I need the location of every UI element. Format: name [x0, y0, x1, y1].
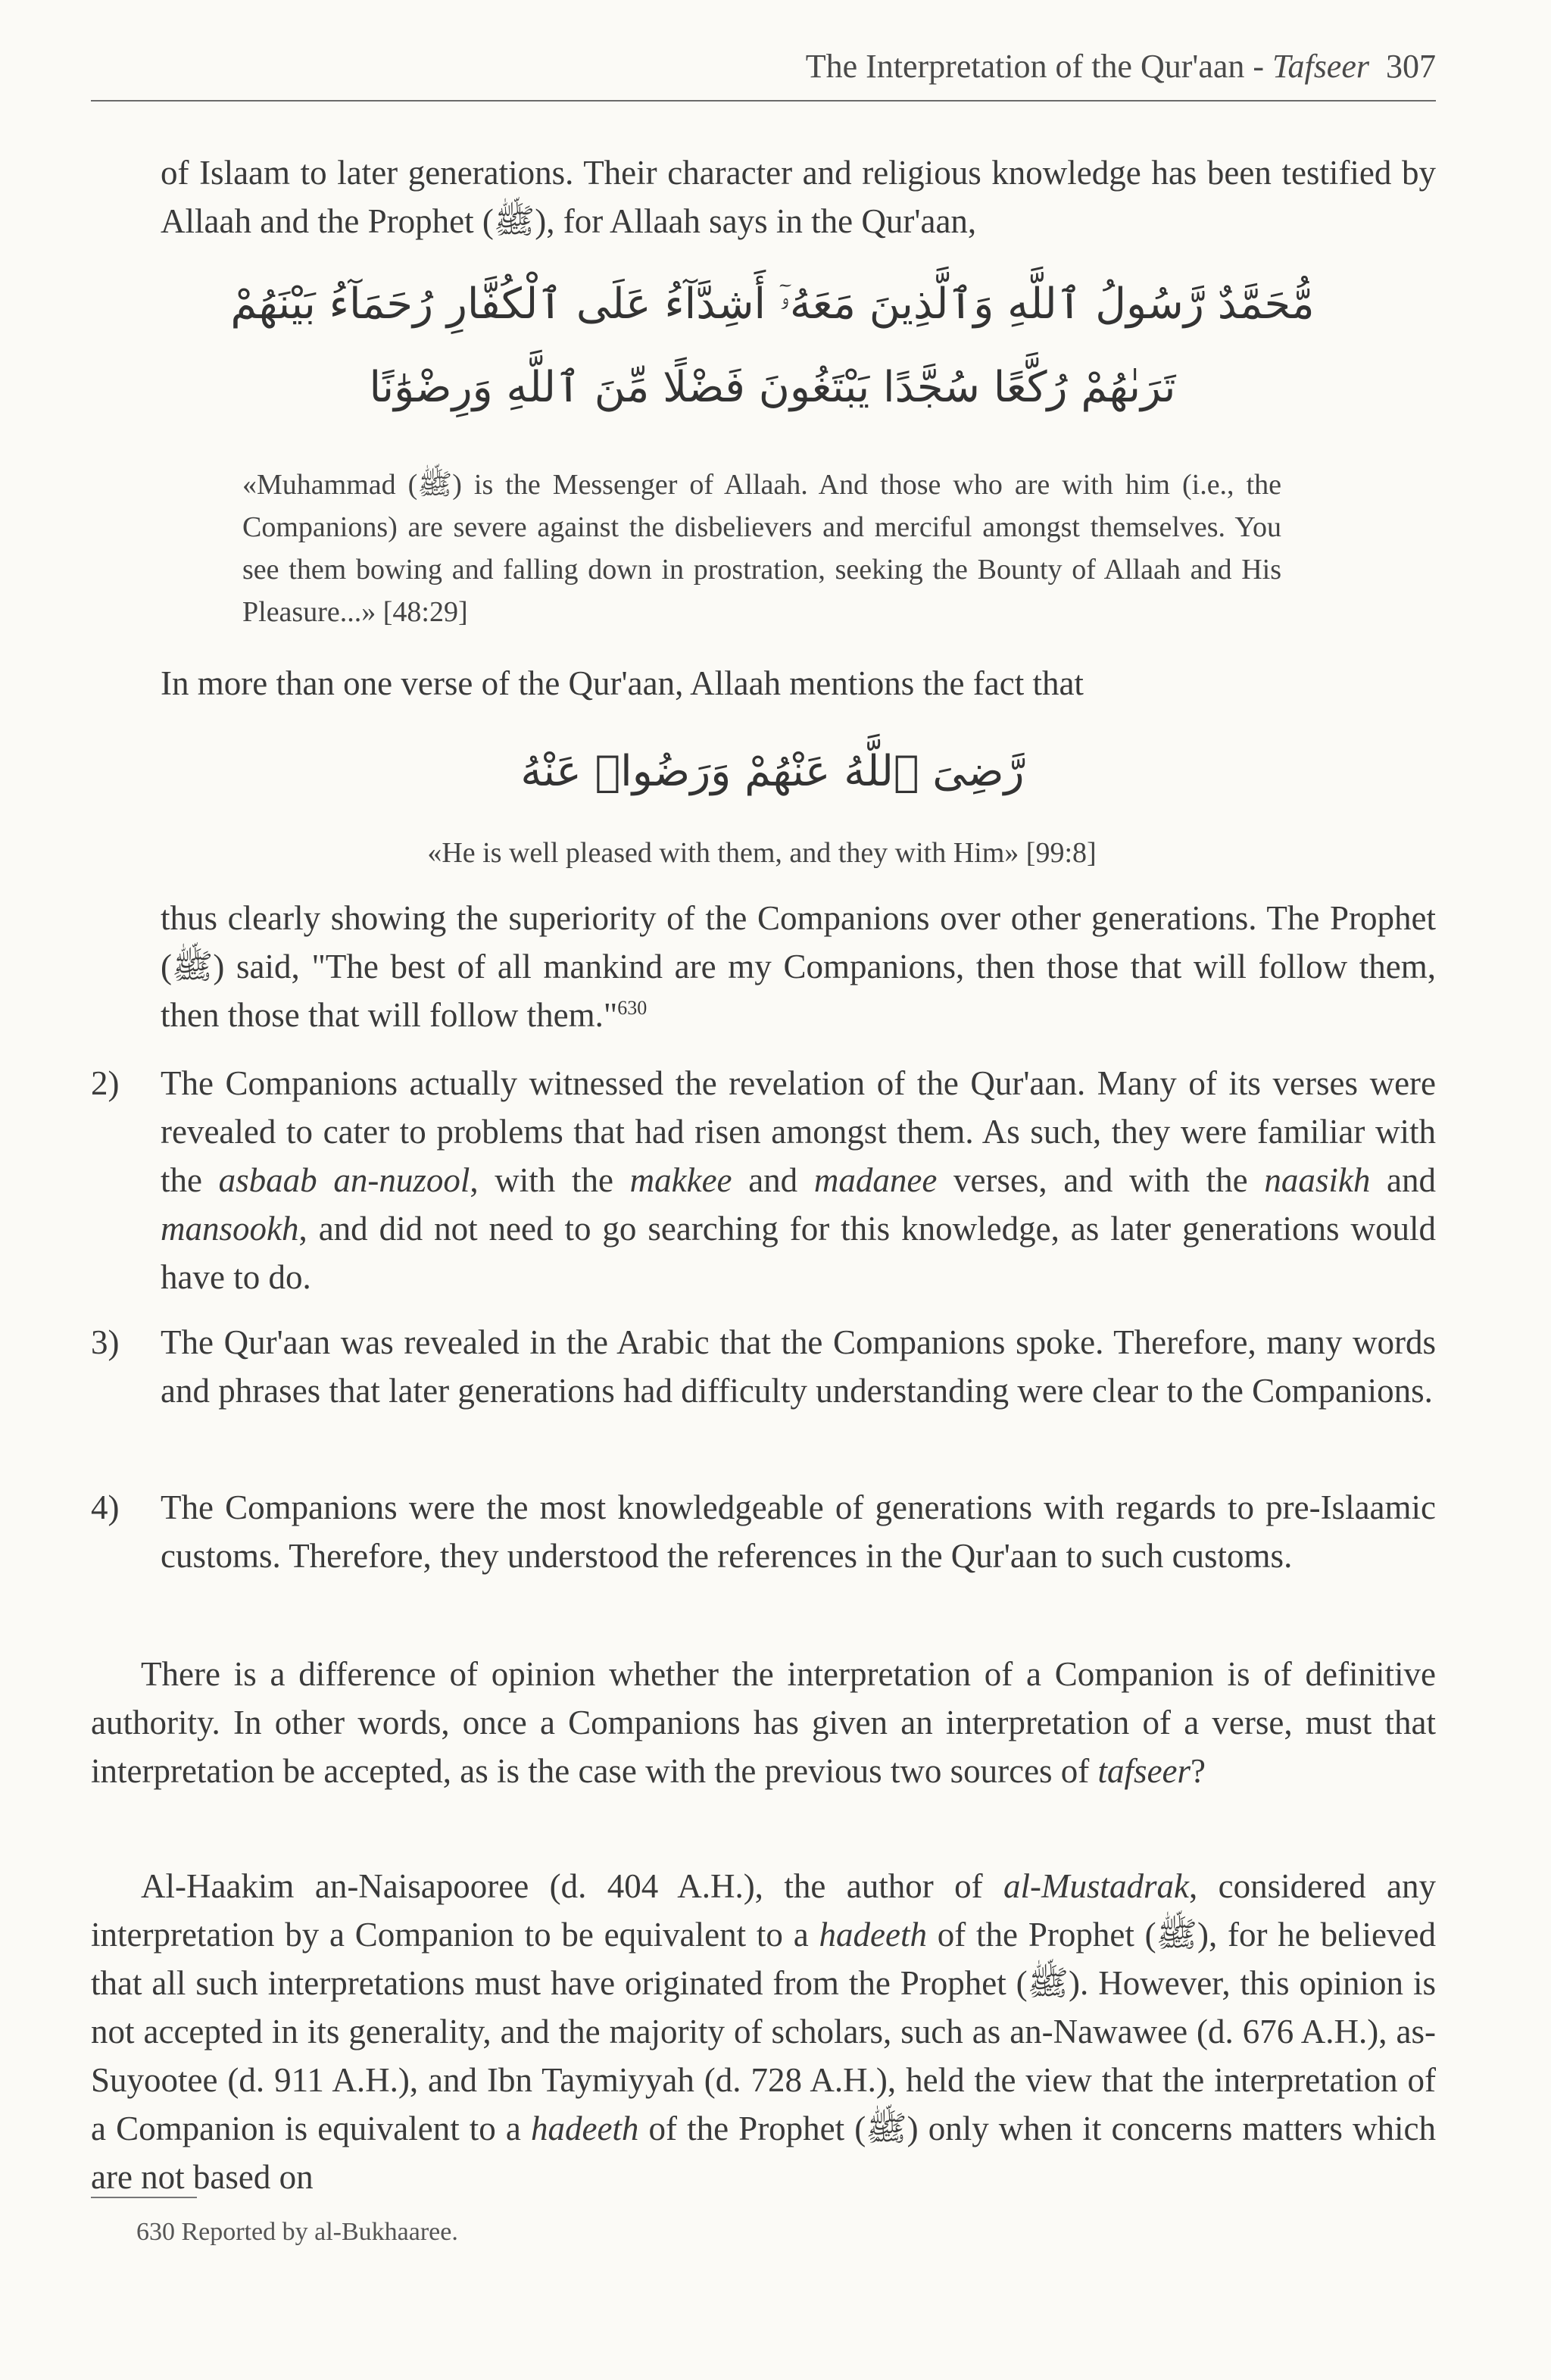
footnote-630: [136, 2218, 458, 2247]
haakim-text-b: , considered any interpretation by a Companion to be equivalent to a: [91, 1867, 1436, 1954]
lead-paragraph: In more than one verse of the Qur'aan, Allaah mentions the fact that: [161, 664, 1084, 702]
footnote-rule: [91, 2197, 197, 2198]
term-mansookh: mansookh: [161, 1210, 299, 1248]
verse-translation-99-8: «He is well pleased with them, and they with Him» [99:8]: [427, 837, 1097, 869]
list-item-2-text-e: and: [1370, 1161, 1436, 1199]
list-item-3: The Qur'aan was revealed in the Arabic that the Companions spoke. Therefore, many words and phrases that later generations had difficulty understanding were clear to the Companions.: [161, 1323, 1436, 1410]
list-item-2-text-d: verses, and with the: [937, 1161, 1265, 1199]
term-al-mustadrak: al-Mustadrak: [1003, 1867, 1190, 1905]
list-item-2-text-a: The Companions actually witnessed the revelation of the Qur'aan. Many of its verses were revealed to cater to problems that had risen amongst them. As such, they were familiar with the: [161, 1064, 1436, 1199]
superiority-text: thus clearly showing the superiority of the Companions over other generations. The Prophet (ﷺ) said, "The best of all mankind are my Companions, then those that will follow them, then those that will follow them.": [161, 899, 1436, 1034]
list-item-4: The Companions were the most knowledgeable of generations with regards to pre-Islaamic customs. Therefore, they understood the references in the Qur'aan to such customs.: [161, 1488, 1436, 1575]
header-rule: [91, 100, 1436, 102]
list-number-4: 4): [91, 1488, 120, 1526]
term-hadeeth-1: hadeeth: [819, 1916, 927, 1954]
haakim-text-d: of the Prophet (ﷺ) only when it concerns matters which are not based on: [91, 2110, 1437, 2196]
footnote-ref-630[interactable]: 630: [617, 997, 648, 1019]
difference-text-b: ?: [1191, 1752, 1206, 1790]
header-title: The Interpretation of the Qur'aan -: [805, 48, 1273, 85]
footnote-number: 630: [136, 2218, 175, 2246]
list-number-2: 2): [91, 1064, 120, 1102]
page-number: 307: [1386, 48, 1436, 85]
superiority-paragraph: [161, 894, 1436, 1039]
term-hadeeth-2: hadeeth: [530, 2110, 639, 2147]
running-header: [91, 47, 1436, 86]
arabic-verse-99-8: رَّضِىَ ٱللَّهُ عَنْهُمْ وَرَضُوا۟ عَنْهُ: [520, 747, 1025, 796]
header-title-italic: Tafseer: [1272, 48, 1369, 85]
arabic-verse-line-2: تَرَىٰهُمْ رُكَّعًا سُجَّدًا يَبْتَغُونَ فَضْلًا مِّنَ ٱللَّهِ وَرِضْوَٰنًا: [369, 363, 1176, 412]
term-madanee: madanee: [813, 1161, 938, 1199]
haakim-text-a: Al-Haakim an-Naisapooree (d. 404 A.H.), the author of: [141, 1867, 1004, 1905]
footnote-text: Reported by al-Bukhaaree.: [181, 2218, 458, 2246]
arabic-verse-line-1: مُّحَمَّدٌ رَّسُولُ ٱللَّهِ وَٱلَّذِينَ مَعَهُۥٓ أَشِدَّآءُ عَلَى ٱلْكُفَّارِ رُحَمَآءُ بَيْنَهُمْ: [230, 280, 1315, 329]
list-number-3: 3): [91, 1323, 120, 1361]
term-naasikh: naasikh: [1264, 1161, 1371, 1199]
verse-translation-48-29: «Muhammad (ﷺ) is the Messenger of Allaah. And those who are with him (i.e., the Companions) are severe against the disbelievers and merciful amongst themselves. You see them bowing and falling down in prostration, seeking the Bounty of Allaah and His Pleasure...» [48:29]: [242, 469, 1282, 628]
difference-paragraph: [91, 1650, 1436, 1795]
list-item-2-text-b: , with the: [470, 1161, 630, 1199]
haakim-text-c: of the Prophet (ﷺ), for he believed that all such interpretations must have originated from the Prophet (ﷺ). However, this opinion is not accepted in its generality, and the majority of scholars, such as an-Nawawee (d. 676 A.H.), as-Suyootee (d. 911 A.H.), and Ibn Taymiyyah (d. 728 A.H.), held the view that the interpretation of a Companion is equivalent to a: [91, 1916, 1437, 2147]
term-makkee: makkee: [629, 1161, 732, 1199]
intro-paragraph: of Islaam to later generations. Their character and religious knowledge has been testified by Allaah and the Prophet (ﷺ), for Allaah says in the Qur'aan,: [161, 154, 1436, 240]
term-asbaab-an-nuzool: asbaab an-nuzool: [218, 1161, 470, 1199]
term-tafseer: tafseer: [1097, 1752, 1191, 1790]
difference-text-a: There is a difference of opinion whether the interpretation of a Companion is of definitive authority. In other words, once a Companions has given an interpretation of a verse, must that interpretation be accepted, as is the case with the previous two sources of: [91, 1655, 1436, 1790]
list-item-2-text-c: and: [732, 1161, 814, 1199]
list-item-2: [161, 1059, 1436, 1301]
haakim-paragraph: [91, 1862, 1436, 2201]
list-item-2-text-f: , and did not need to go searching for this knowledge, as later generations would have to do.: [161, 1210, 1436, 1296]
